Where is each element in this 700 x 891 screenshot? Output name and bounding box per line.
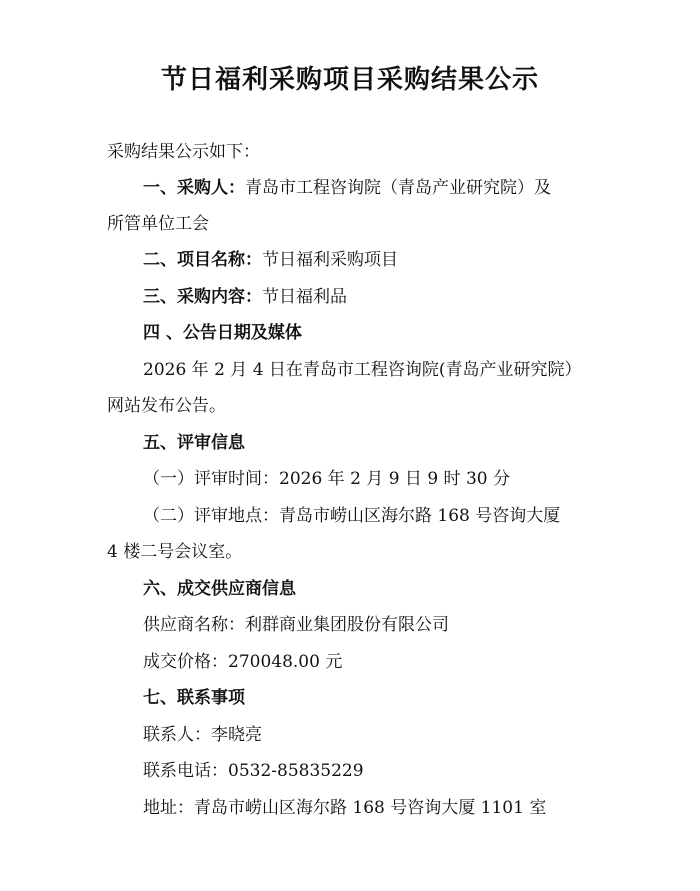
project-value: 节日福利采购项目 [262, 250, 398, 270]
content-value: 节日福利品 [262, 287, 347, 307]
contact-heading: 七、联系事项 [143, 688, 245, 708]
review-place: （二）评审地点：青岛市崂山区海尔路 168 号咨询大厦 [143, 506, 561, 526]
supplier-name: 供应商名称：利群商业集团股份有限公司 [143, 615, 449, 635]
buyer-line [143, 176, 551, 200]
contact-phone: 联系电话：0532-85835229 [143, 761, 364, 781]
project-line [143, 248, 398, 272]
contact-person: 联系人：李晓亮 [143, 725, 262, 745]
announcement-text-continued: 网站发布公告。 [107, 396, 226, 416]
buyer-value-continued: 所管单位工会 [107, 214, 209, 234]
supplier-price: 成交价格：270048.00 元 [143, 652, 343, 672]
intro-line: 采购结果公示如下： [107, 142, 260, 162]
contact-address: 地址：青岛市崂山区海尔路 168 号咨询大厦 1101 室 [143, 798, 547, 818]
review-place-continued: 4 楼二号会议室。 [107, 542, 243, 562]
announcement-text: 2026 年 2 月 4 日在青岛市工程咨询院(青岛产业研究院） [143, 360, 582, 380]
content-label: 三、采购内容： [143, 287, 262, 307]
buyer-label: 一、采购人： [143, 178, 245, 198]
project-label: 二、项目名称： [143, 250, 262, 270]
review-time: （一）评审时间：2026 年 2 月 9 日 9 时 30 分 [143, 469, 510, 489]
content-line [143, 285, 347, 309]
document-title: 节日福利采购项目采购结果公示 [160, 65, 539, 95]
supplier-heading: 六、成交供应商信息 [143, 579, 296, 599]
review-heading: 五、评审信息 [143, 433, 245, 453]
announcement-heading: 四 、公告日期及媒体 [143, 323, 302, 343]
buyer-value: 青岛市工程咨询院（青岛产业研究院）及 [245, 178, 551, 198]
